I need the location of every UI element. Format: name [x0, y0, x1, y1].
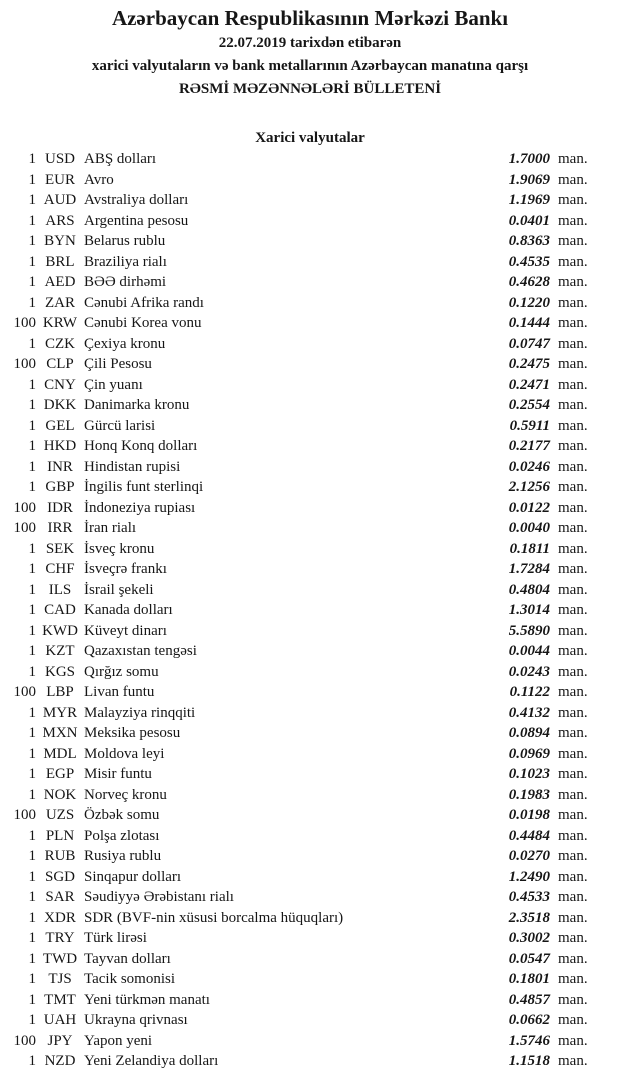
rate-cell: 0.2471 — [508, 376, 550, 393]
unit-cell: man. — [558, 930, 588, 946]
quantity-cell: 1 — [28, 581, 36, 598]
unit-cell: man. — [558, 704, 588, 721]
unit-cell: man. — [558, 479, 588, 495]
currency-name-cell: SDR (BVF-nin xüsusi borcalma hüquqları) — [84, 909, 344, 926]
rate-cell: 0.1122 — [509, 684, 550, 700]
quantity-cell: 1 — [28, 786, 36, 803]
unit-cell: man. — [558, 827, 588, 844]
rate-cell: 1.1518 — [508, 1053, 550, 1069]
bulletin-header — [0, 0, 620, 101]
quantity-cell: 100 — [13, 499, 36, 516]
quantity-cell: 1 — [28, 950, 36, 967]
currency-name-cell: İran rialı — [84, 520, 137, 536]
currency-row — [0, 457, 620, 478]
quantity-cell: 1 — [28, 991, 36, 1008]
currency-code-cell: HKD — [43, 438, 77, 454]
currency-row — [0, 518, 620, 539]
rate-cell: 0.1983 — [508, 786, 550, 803]
unit-cell: man. — [558, 458, 588, 475]
currency-name-cell: Argentina pesosu — [84, 212, 189, 229]
rate-cell: 2.1256 — [508, 479, 550, 495]
currency-code-cell: NZD — [44, 1053, 76, 1069]
quantity-cell: 1 — [28, 458, 36, 475]
currency-code-cell: AUD — [43, 192, 77, 208]
rate-cell: 0.0122 — [508, 499, 550, 516]
currency-name-cell: Malayziya rinqqiti — [84, 704, 196, 721]
quantity-cell: 1 — [28, 561, 36, 577]
currency-name-cell: Çin yuanı — [84, 376, 143, 393]
rate-cell: 0.0044 — [508, 643, 550, 659]
quantity-cell: 1 — [28, 622, 36, 639]
currency-code-cell: TWD — [42, 950, 78, 967]
currency-row — [0, 354, 620, 375]
currency-code-cell: ZAR — [45, 294, 75, 311]
rate-cell: 0.0747 — [508, 335, 550, 352]
currency-row — [0, 252, 620, 273]
unit-cell: man. — [558, 909, 588, 926]
currency-name-cell: Türk lirəsi — [84, 930, 147, 946]
currency-row — [0, 723, 620, 744]
quantity-cell: 1 — [28, 151, 36, 167]
currency-code-cell: SEK — [45, 540, 75, 557]
rate-cell: 2.3518 — [508, 909, 550, 926]
unit-cell: man. — [558, 848, 588, 864]
unit-cell: man. — [558, 356, 588, 372]
quantity-cell: 1 — [28, 602, 36, 618]
unit-cell: man. — [558, 438, 588, 454]
currency-code-cell: CNY — [44, 376, 76, 393]
rate-cell: 0.0401 — [508, 212, 550, 229]
rate-cell: 0.0894 — [508, 725, 550, 741]
currency-code-cell: KGS — [44, 663, 75, 680]
currency-row — [0, 928, 620, 949]
quantity-cell: 1 — [28, 889, 36, 905]
currency-code-cell: MYR — [42, 704, 78, 721]
quantity-cell: 1 — [28, 643, 36, 659]
rate-cell: 0.1023 — [508, 766, 550, 782]
currency-code-cell: KZT — [45, 643, 75, 659]
currency-row — [0, 744, 620, 765]
currency-code-cell: ARS — [45, 212, 75, 229]
currency-code-cell: NOK — [43, 786, 77, 803]
unit-cell: man. — [558, 171, 588, 188]
currency-code-cell: IDR — [47, 499, 73, 516]
currency-row — [0, 826, 620, 847]
currency-code-cell: CLP — [46, 356, 74, 372]
quantity-cell: 1 — [28, 253, 36, 270]
unit-cell: man. — [558, 786, 588, 803]
currency-name-cell: Rusiya rublu — [84, 848, 162, 864]
currency-code-cell: KRW — [42, 315, 78, 331]
currency-row — [0, 498, 620, 519]
currency-name-cell: Danimarka kronu — [84, 397, 190, 413]
currency-row — [0, 293, 620, 314]
currency-name-cell: İsrail şekeli — [84, 581, 154, 598]
quantity-cell: 1 — [28, 438, 36, 454]
rate-cell: 0.3002 — [508, 930, 550, 946]
quantity-cell: 1 — [28, 376, 36, 393]
currency-code-cell: LBP — [46, 684, 74, 700]
quantity-cell: 1 — [28, 930, 36, 946]
rate-cell: 0.5911 — [509, 417, 550, 434]
currency-code-cell: BRL — [45, 253, 75, 270]
currency-code-cell: JPY — [47, 1032, 73, 1049]
currency-row — [0, 785, 620, 806]
currency-name-cell: Ukrayna qrivnası — [84, 1012, 188, 1028]
currency-code-cell: UAH — [43, 1012, 77, 1028]
currency-row — [0, 764, 620, 785]
rate-cell: 5.5890 — [508, 622, 550, 639]
currency-code-cell: TJS — [48, 971, 72, 987]
rate-cell: 0.1801 — [508, 971, 550, 987]
currency-code-cell: CHF — [45, 561, 75, 577]
currency-name-cell: Avstraliya dolları — [84, 192, 189, 208]
rate-cell: 0.0243 — [508, 663, 550, 680]
currency-rates-table — [0, 149, 620, 1072]
rate-cell: 0.8363 — [508, 233, 550, 249]
currency-code-cell: PLN — [45, 827, 75, 844]
unit-cell: man. — [558, 807, 588, 823]
rate-cell: 0.1811 — [509, 540, 550, 557]
currency-name-cell: Norveç kronu — [84, 786, 167, 803]
unit-cell: man. — [558, 1012, 588, 1028]
currency-row — [0, 846, 620, 867]
currency-row — [0, 436, 620, 457]
currency-code-cell: GBP — [45, 479, 75, 495]
currency-code-cell: AED — [44, 274, 76, 290]
currency-name-cell: İsveç kronu — [84, 540, 155, 557]
currency-row — [0, 170, 620, 191]
currency-row — [0, 1051, 620, 1072]
currency-name-cell: Çexiya kronu — [84, 335, 166, 352]
rate-cell: 0.4857 — [508, 991, 550, 1008]
currency-code-cell: USD — [44, 151, 75, 167]
unit-cell: man. — [558, 499, 588, 516]
currency-name-cell: İsveçrə frankı — [84, 561, 167, 577]
currency-row — [0, 231, 620, 252]
unit-cell: man. — [558, 397, 588, 413]
currency-row — [0, 662, 620, 683]
quantity-cell: 1 — [28, 540, 36, 557]
currency-row — [0, 149, 620, 170]
currency-row — [0, 990, 620, 1011]
currency-code-cell: CAD — [44, 602, 76, 618]
unit-cell: man. — [558, 868, 588, 885]
unit-cell: man. — [558, 1053, 588, 1069]
currency-code-cell: BYN — [44, 233, 76, 249]
currency-code-cell: UZS — [45, 807, 75, 823]
quantity-cell: 1 — [28, 335, 36, 352]
rate-cell: 0.0040 — [508, 520, 550, 536]
unit-cell: man. — [558, 253, 588, 270]
currency-name-cell: Misir funtu — [84, 766, 152, 782]
currency-code-cell: KWD — [42, 622, 78, 639]
currency-name-cell: Honq Konq dolları — [84, 438, 198, 454]
unit-cell: man. — [558, 376, 588, 393]
effective-date-line: 22.07.2019 tarixdən etibarən — [218, 35, 402, 51]
currency-name-cell: Gürcü larisi — [84, 417, 156, 434]
currency-row — [0, 477, 620, 498]
currency-row — [0, 600, 620, 621]
currency-row — [0, 949, 620, 970]
unit-cell: man. — [558, 581, 588, 598]
unit-cell: man. — [558, 417, 588, 434]
page-title: Azərbaycan Respublikasının Mərkəzi Bankı — [111, 6, 509, 30]
currency-row — [0, 703, 620, 724]
currency-name-cell: Hindistan rupisi — [84, 458, 181, 475]
quantity-cell: 1 — [28, 909, 36, 926]
rate-cell: 0.0547 — [508, 950, 550, 967]
rate-cell: 1.2490 — [508, 868, 550, 885]
rate-cell: 0.0270 — [508, 848, 550, 864]
currency-name-cell: Qırğız somu — [84, 663, 159, 680]
currency-row — [0, 334, 620, 355]
unit-cell: man. — [558, 643, 588, 659]
currency-code-cell: IRR — [47, 520, 73, 536]
rate-cell: 0.0662 — [508, 1012, 550, 1028]
currency-name-cell: Çili Pesosu — [84, 356, 152, 372]
unit-cell: man. — [558, 971, 588, 987]
rate-cell: 0.0246 — [508, 458, 550, 475]
quantity-cell: 1 — [28, 1053, 36, 1069]
quantity-cell: 100 — [13, 807, 36, 823]
currency-row — [0, 867, 620, 888]
currency-code-cell: MDL — [43, 745, 77, 762]
rate-cell: 1.5746 — [508, 1032, 550, 1049]
currency-row — [0, 1031, 620, 1052]
currency-name-cell: Tayvan dolları — [84, 950, 171, 967]
currency-name-cell: Kanada dolları — [84, 602, 173, 618]
currency-name-cell: Polşa zlotası — [84, 827, 160, 844]
currency-name-cell: Yapon yeni — [84, 1032, 153, 1049]
rate-cell: 0.4804 — [508, 581, 550, 598]
rate-cell: 0.4484 — [508, 827, 550, 844]
currency-name-cell: Braziliya rialı — [84, 253, 167, 270]
currency-name-cell: Livan funtu — [84, 684, 155, 700]
currency-row — [0, 190, 620, 211]
currency-code-cell: EGP — [45, 766, 75, 782]
unit-cell: man. — [558, 294, 588, 311]
currency-name-cell: Belarus rublu — [84, 233, 166, 249]
section-title-foreign-currencies: Xarici valyutalar — [255, 130, 365, 146]
unit-cell: man. — [558, 725, 588, 741]
rate-cell: 0.0969 — [508, 745, 550, 762]
unit-cell: man. — [558, 745, 588, 762]
currency-row — [0, 211, 620, 232]
quantity-cell: 1 — [28, 192, 36, 208]
unit-cell: man. — [558, 602, 588, 618]
currency-name-cell: Avro — [84, 171, 114, 188]
unit-cell: man. — [558, 991, 588, 1008]
rate-cell: 1.7284 — [508, 561, 550, 577]
currency-row — [0, 908, 620, 929]
currency-name-cell: ABŞ dolları — [84, 151, 157, 167]
bulletin-title: RƏSMİ MƏZƏNNƏLƏRİ BÜLLETENİ — [178, 81, 442, 97]
rate-cell: 0.4533 — [508, 889, 550, 905]
currency-row — [0, 641, 620, 662]
currency-name-cell: Cənubi Afrika randı — [84, 294, 204, 311]
quantity-cell: 1 — [28, 397, 36, 413]
quantity-cell: 1 — [28, 479, 36, 495]
currency-row — [0, 682, 620, 703]
currency-name-cell: İndoneziya rupiası — [84, 499, 196, 516]
currency-name-cell: Yeni türkmən manatı — [84, 991, 210, 1008]
currency-row — [0, 272, 620, 293]
unit-cell: man. — [558, 766, 588, 782]
unit-cell: man. — [558, 335, 588, 352]
unit-cell: man. — [558, 684, 588, 700]
currency-row — [0, 580, 620, 601]
unit-cell: man. — [558, 950, 588, 967]
currency-name-cell: Səudiyyə Ərəbistanı rialı — [84, 889, 234, 905]
rate-cell: 0.2554 — [508, 397, 550, 413]
quantity-cell: 100 — [13, 520, 36, 536]
unit-cell: man. — [558, 889, 588, 905]
quantity-cell: 100 — [13, 684, 36, 700]
currency-name-cell: Qazaxıstan tengəsi — [84, 643, 197, 659]
currency-name-cell: Küveyt dinarı — [84, 622, 167, 639]
currency-code-cell: EUR — [45, 171, 75, 188]
currency-row — [0, 539, 620, 560]
quantity-cell: 1 — [28, 417, 36, 434]
quantity-cell: 1 — [28, 704, 36, 721]
currency-code-cell: SGD — [44, 868, 75, 885]
unit-cell: man. — [558, 274, 588, 290]
currency-row — [0, 416, 620, 437]
quantity-cell: 1 — [28, 663, 36, 680]
rate-cell: 1.1969 — [508, 192, 550, 208]
rate-cell: 0.0198 — [508, 807, 550, 823]
currency-name-cell: Tacik somonisi — [84, 971, 176, 987]
unit-cell: man. — [558, 315, 588, 331]
currency-row — [0, 1010, 620, 1031]
rate-cell: 1.9069 — [508, 171, 550, 188]
unit-cell: man. — [558, 520, 588, 536]
quantity-cell: 1 — [28, 868, 36, 885]
currency-name-cell: Moldova leyi — [84, 745, 165, 762]
unit-cell: man. — [558, 1032, 588, 1049]
currency-row — [0, 395, 620, 416]
quantity-cell: 1 — [28, 745, 36, 762]
unit-cell: man. — [558, 561, 588, 577]
quantity-cell: 1 — [28, 766, 36, 782]
rate-cell: 0.1444 — [508, 315, 550, 331]
rate-cell: 0.2475 — [508, 356, 550, 372]
rate-cell: 1.3014 — [508, 602, 550, 618]
quantity-cell: 1 — [28, 212, 36, 229]
quantity-cell: 1 — [28, 1012, 36, 1028]
currency-name-cell: İngilis funt sterlinqi — [84, 479, 204, 495]
currency-code-cell: RUB — [44, 848, 76, 864]
quantity-cell: 1 — [28, 725, 36, 741]
quantity-cell: 1 — [28, 274, 36, 290]
quantity-cell: 1 — [28, 171, 36, 188]
currency-name-cell: Cənubi Korea vonu — [84, 315, 202, 331]
unit-cell: man. — [558, 663, 588, 680]
unit-cell: man. — [558, 622, 588, 639]
currency-code-cell: CZK — [45, 335, 75, 352]
currency-code-cell: TMT — [44, 991, 76, 1008]
currency-code-cell: MXN — [42, 725, 78, 741]
currency-name-cell: BƏƏ dirhəmi — [84, 274, 167, 290]
quantity-cell: 1 — [28, 848, 36, 864]
currency-code-cell: TRY — [45, 930, 75, 946]
currency-code-cell: INR — [47, 458, 73, 475]
currency-name-cell: Sinqapur dolları — [84, 868, 182, 885]
quantity-cell: 1 — [28, 971, 36, 987]
rate-cell: 1.7000 — [508, 151, 550, 167]
quantity-cell: 1 — [28, 294, 36, 311]
quantity-cell: 1 — [28, 827, 36, 844]
unit-cell: man. — [558, 212, 588, 229]
currency-row — [0, 559, 620, 580]
scope-line: xarici valyutaların və bank metallarının Azərbaycan manatına qarşı — [91, 58, 529, 74]
quantity-cell: 100 — [13, 1032, 36, 1049]
unit-cell: man. — [558, 151, 588, 167]
unit-cell: man. — [558, 233, 588, 249]
currency-row — [0, 621, 620, 642]
rate-cell: 0.4535 — [508, 253, 550, 270]
quantity-cell: 100 — [13, 315, 36, 331]
quantity-cell: 1 — [28, 233, 36, 249]
rate-cell: 0.2177 — [508, 438, 550, 454]
currency-row — [0, 805, 620, 826]
quantity-cell: 100 — [13, 356, 36, 372]
currency-code-cell: ILS — [48, 581, 72, 598]
currency-row — [0, 313, 620, 334]
unit-cell: man. — [558, 192, 588, 208]
currency-name-cell: Meksika pesosu — [84, 725, 181, 741]
unit-cell: man. — [558, 540, 588, 557]
rate-cell: 0.4628 — [508, 274, 550, 290]
currency-code-cell: XDR — [44, 909, 76, 926]
rate-cell: 0.4132 — [508, 704, 550, 721]
currency-code-cell: GEL — [45, 417, 75, 434]
rate-cell: 0.1220 — [508, 294, 550, 311]
currency-code-cell: DKK — [43, 397, 77, 413]
currency-code-cell: SAR — [45, 889, 75, 905]
currency-name-cell: Yeni Zelandiya dolları — [84, 1053, 219, 1069]
currency-row — [0, 887, 620, 908]
currency-row — [0, 375, 620, 396]
currency-row — [0, 969, 620, 990]
currency-name-cell: Özbək somu — [84, 807, 160, 823]
